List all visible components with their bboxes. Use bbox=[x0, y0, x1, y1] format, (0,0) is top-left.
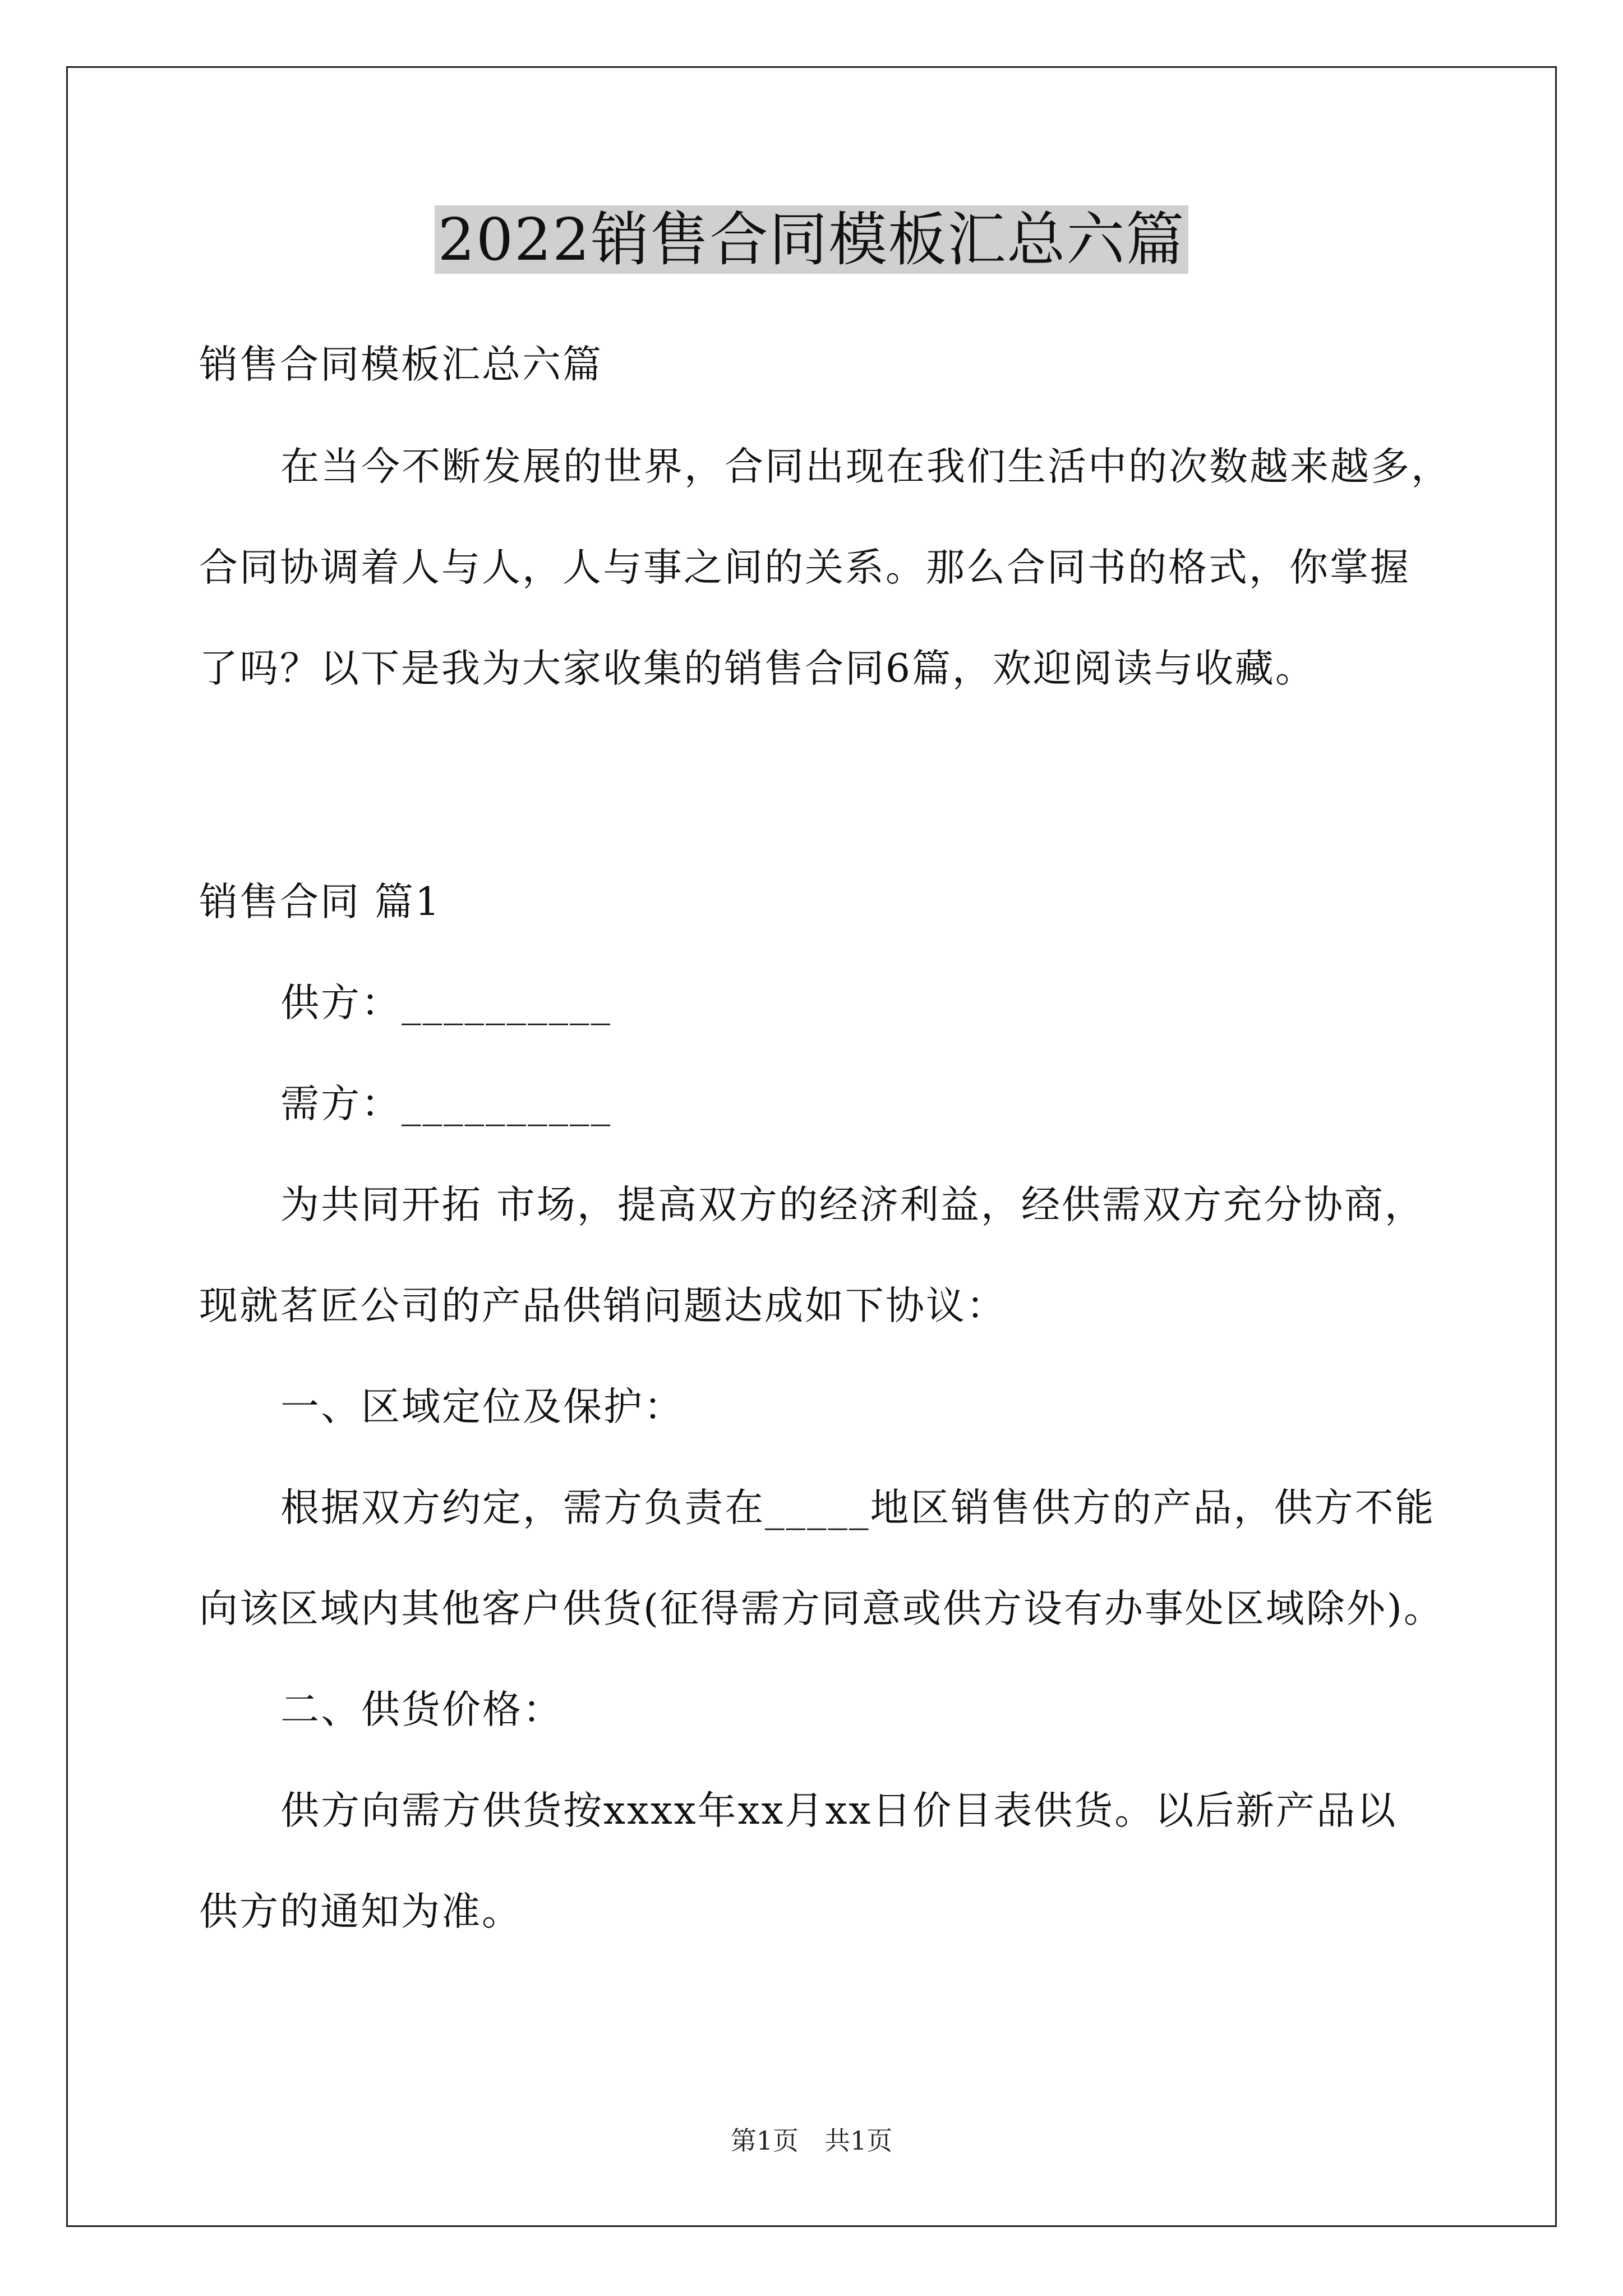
section-heading: 销售合同 篇1 bbox=[199, 880, 441, 924]
purpose-line-2: 现就茗匠公司的产品供销问题达成如下协议： bbox=[199, 1283, 1007, 1328]
intro-line-1: 在当今不断发展的世界，合同出现在我们生活中的次数越来越多， bbox=[280, 444, 1451, 489]
clause2-heading: 二、供货价格： bbox=[280, 1687, 563, 1732]
page-footer: 第1页 共1页 bbox=[730, 2125, 893, 2156]
clause2-line-2: 供方的通知为准。 bbox=[199, 1889, 522, 1934]
clause1-heading: 一、区域定位及保护： bbox=[280, 1384, 684, 1429]
clause1-line-2: 向该区域内其他客户供货(征得需方同意或供方设有办事处区域除外)。 bbox=[199, 1586, 1444, 1631]
document-title-text: 2022销售合同模板汇总六篇 bbox=[435, 205, 1189, 274]
clause1-line-1: 根据双方约定，需方负责在_____地区销售供方的产品，供方不能 bbox=[280, 1485, 1436, 1530]
buyer-line: 需方：__________ bbox=[280, 1082, 612, 1126]
document-subtitle: 销售合同模板汇总六篇 bbox=[199, 342, 603, 387]
supplier-line: 供方：__________ bbox=[280, 981, 612, 1025]
intro-line-3: 了吗？以下是我为大家收集的销售合同6篇，欢迎阅读与收藏。 bbox=[199, 646, 1316, 691]
document-title bbox=[0, 197, 1623, 282]
intro-line-2: 合同协调着人与人，人与事之间的关系。那么合同书的格式，你掌握 bbox=[199, 545, 1410, 590]
purpose-line-1: 为共同开拓 市场，提高双方的经济利益，经供需双方充分协商， bbox=[280, 1182, 1425, 1227]
clause2-line-1: 供方向需方供货按xxxx年xx月xx日价目表供货。以后新产品以 bbox=[280, 1788, 1398, 1833]
